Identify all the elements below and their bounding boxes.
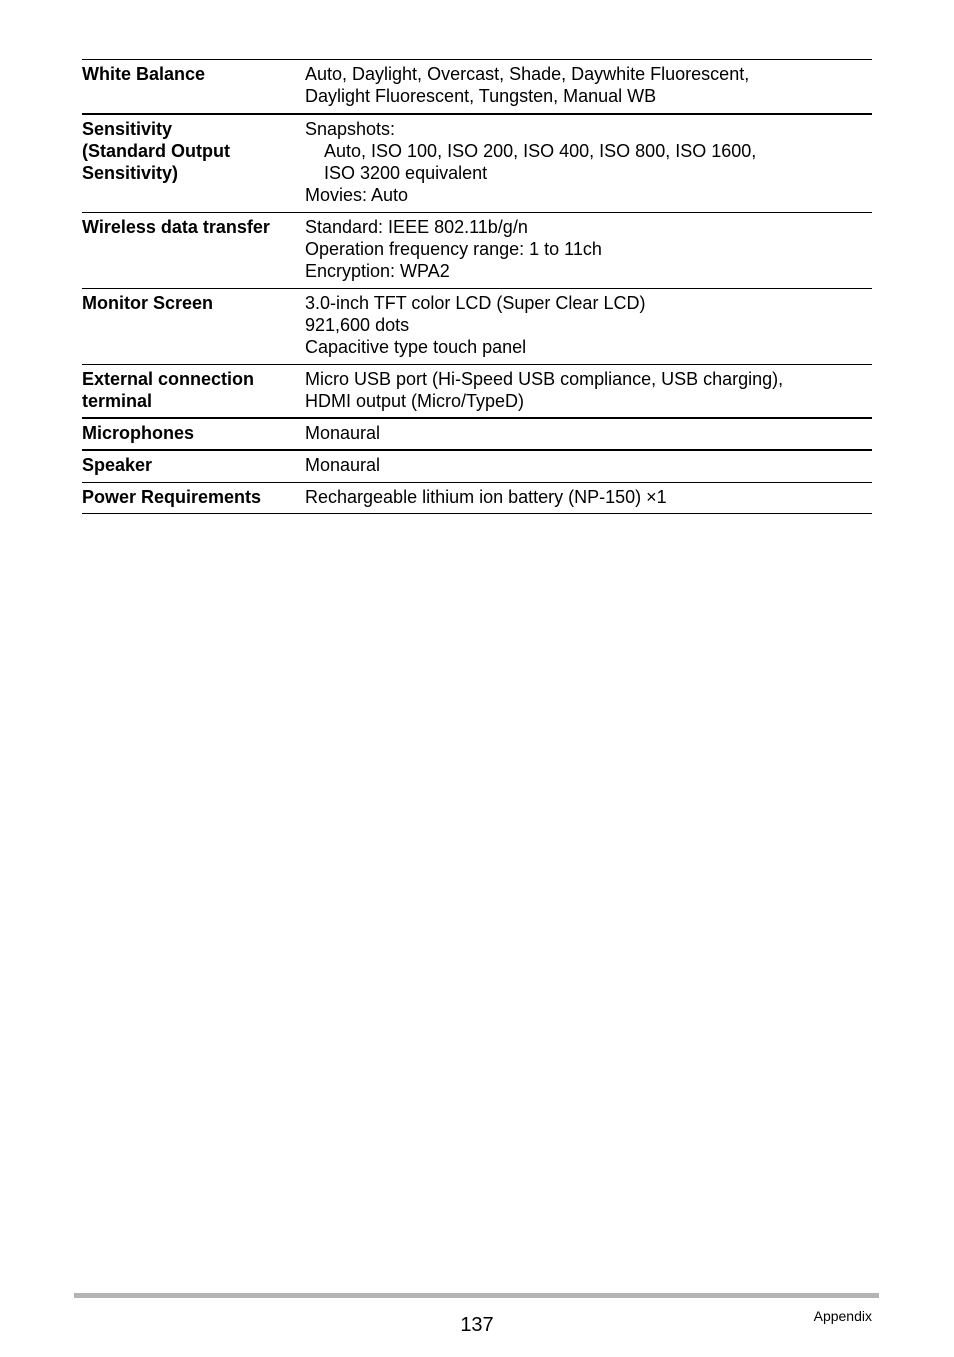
spec-row (82, 419, 872, 451)
spec-value-line: Operation frequency range: 1 to 11ch (305, 239, 602, 260)
footer-rule (74, 1293, 879, 1298)
spec-table (82, 59, 872, 514)
spec-row (82, 115, 872, 213)
spec-value-line: 3.0-inch TFT color LCD (Super Clear LCD) (305, 292, 646, 313)
spec-value (305, 486, 872, 508)
spec-value (305, 368, 872, 413)
spec-label: Sensitivity (Standard Output Sensitivity) (82, 118, 230, 184)
spec-value-line: Auto, ISO 100, ISO 200, ISO 400, ISO 800, ISO 1600, (324, 140, 757, 161)
spec-value-line: Snapshots: (305, 118, 396, 139)
page-number: 137 (460, 1314, 494, 1336)
spec-value-line: 921,600 dots (305, 314, 410, 335)
spec-label: White Balance (82, 64, 206, 84)
spec-value-line: Daylight Fluorescent, Tungsten, Manual WB (305, 86, 657, 107)
spec-row (82, 365, 872, 420)
spec-value-line: Capacitive type touch panel (305, 337, 527, 358)
spec-row (82, 451, 872, 482)
spec-value (305, 422, 872, 444)
spec-value-line: Auto, Daylight, Overcast, Shade, Daywhite Fluorescent, (305, 64, 750, 84)
spec-value (305, 292, 872, 359)
spec-value (305, 216, 872, 283)
spec-row (82, 289, 872, 365)
spec-value-line: Micro USB port (Hi-Speed USB compliance, USB charging), (305, 368, 784, 389)
spec-row (82, 60, 872, 115)
spec-value-line: Monaural (305, 455, 381, 476)
spec-value (305, 63, 872, 108)
spec-value-line: Rechargeable lithium ion battery (NP-150) ×1 (305, 486, 667, 507)
spec-value-line: ISO 3200 equivalent (324, 163, 488, 184)
spec-row (82, 213, 872, 289)
spec-value-line: Movies: Auto (305, 185, 409, 206)
spec-label: Wireless data transfer (82, 216, 270, 237)
spec-value-line: Monaural (305, 423, 381, 444)
spec-value-line: Encryption: WPA2 (305, 261, 450, 282)
spec-row (82, 483, 872, 514)
spec-label: Monitor Screen (82, 292, 214, 313)
spec-value (305, 118, 872, 207)
spec-label: External connection terminal (82, 368, 255, 411)
spec-label: Speaker (82, 455, 153, 476)
spec-value (305, 454, 872, 476)
spec-label: Microphones (82, 423, 195, 444)
section-name: Appendix (813, 1308, 872, 1324)
spec-value-line: Standard: IEEE 802.11b/g/n (305, 216, 528, 237)
spec-label: Power Requirements (82, 486, 262, 507)
spec-value-line: HDMI output (Micro/TypeD) (305, 390, 525, 411)
